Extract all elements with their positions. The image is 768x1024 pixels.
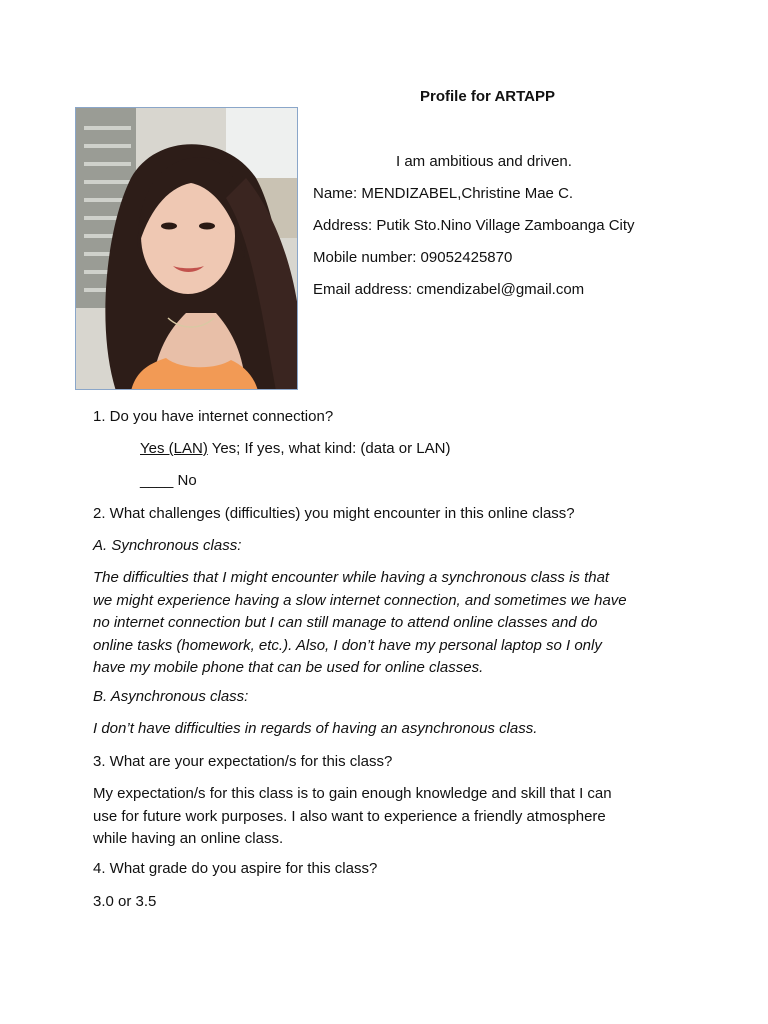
synchronous-answer bbox=[93, 567, 683, 680]
synchronous-answer-line: online tasks (homework, etc.). Also, I don’t have my personal laptop so I only bbox=[93, 636, 602, 654]
profile-address: Address: Putik Sto.Nino Village Zamboanga City bbox=[313, 217, 635, 234]
profile-email: Email address: cmendizabel@gmail.com bbox=[313, 281, 585, 298]
asynchronous-label: B. Asynchronous class: bbox=[93, 688, 249, 705]
synchronous-answer-line: no internet connection but I can still manage to attend online classes and do bbox=[93, 614, 598, 631]
profile-mobile: Mobile number: 09052425870 bbox=[313, 249, 513, 266]
q1-no-line bbox=[140, 472, 197, 489]
asynchronous-answer: I don’t have difficulties in regards of having an asynchronous class. bbox=[93, 720, 538, 737]
synchronous-answer-line: The difficulties that I might encounter while having a synchronous class is that bbox=[93, 569, 610, 586]
profile-photo bbox=[75, 107, 298, 390]
q3-answer-line: use for future work purposes. I also want to experience a friendly atmosphere bbox=[93, 807, 606, 825]
synchronous-answer-line: we might experience having a slow internet connection, and sometimes we have bbox=[93, 591, 627, 609]
q3-answer-line: My expectation/s for this class is to gain enough knowledge and skill that I can bbox=[93, 785, 612, 802]
question-3: 3. What are your expectation/s for this class? bbox=[93, 753, 393, 770]
q1-yes-line bbox=[140, 440, 450, 457]
q1-yes-text: Yes; If yes, what kind: (data or LAN) bbox=[207, 440, 451, 457]
profile-name: Name: MENDIZABEL,Christine Mae C. bbox=[313, 185, 574, 202]
question-2: 2. What challenges (difficulties) you might encounter in this online class? bbox=[93, 505, 575, 522]
question-4: 4. What grade do you aspire for this class? bbox=[93, 860, 378, 877]
q4-answer: 3.0 or 3.5 bbox=[93, 893, 157, 910]
question-1: 1. Do you have internet connection? bbox=[93, 408, 334, 425]
q3-answer bbox=[93, 783, 683, 851]
q3-answer-line: while having an online class. bbox=[93, 830, 284, 847]
document-title: Profile for ARTAPP bbox=[420, 88, 556, 105]
synchronous-answer-line: have my mobile phone that can be used for online classes. bbox=[93, 659, 484, 676]
profile-tagline: I am ambitious and driven. bbox=[396, 153, 572, 170]
q1-no-text: No bbox=[173, 472, 197, 489]
synchronous-label: A. Synchronous class: bbox=[93, 537, 242, 554]
q1-yes-answer: Yes (LAN) bbox=[140, 440, 208, 457]
q1-no-blank: ____ bbox=[140, 472, 174, 489]
